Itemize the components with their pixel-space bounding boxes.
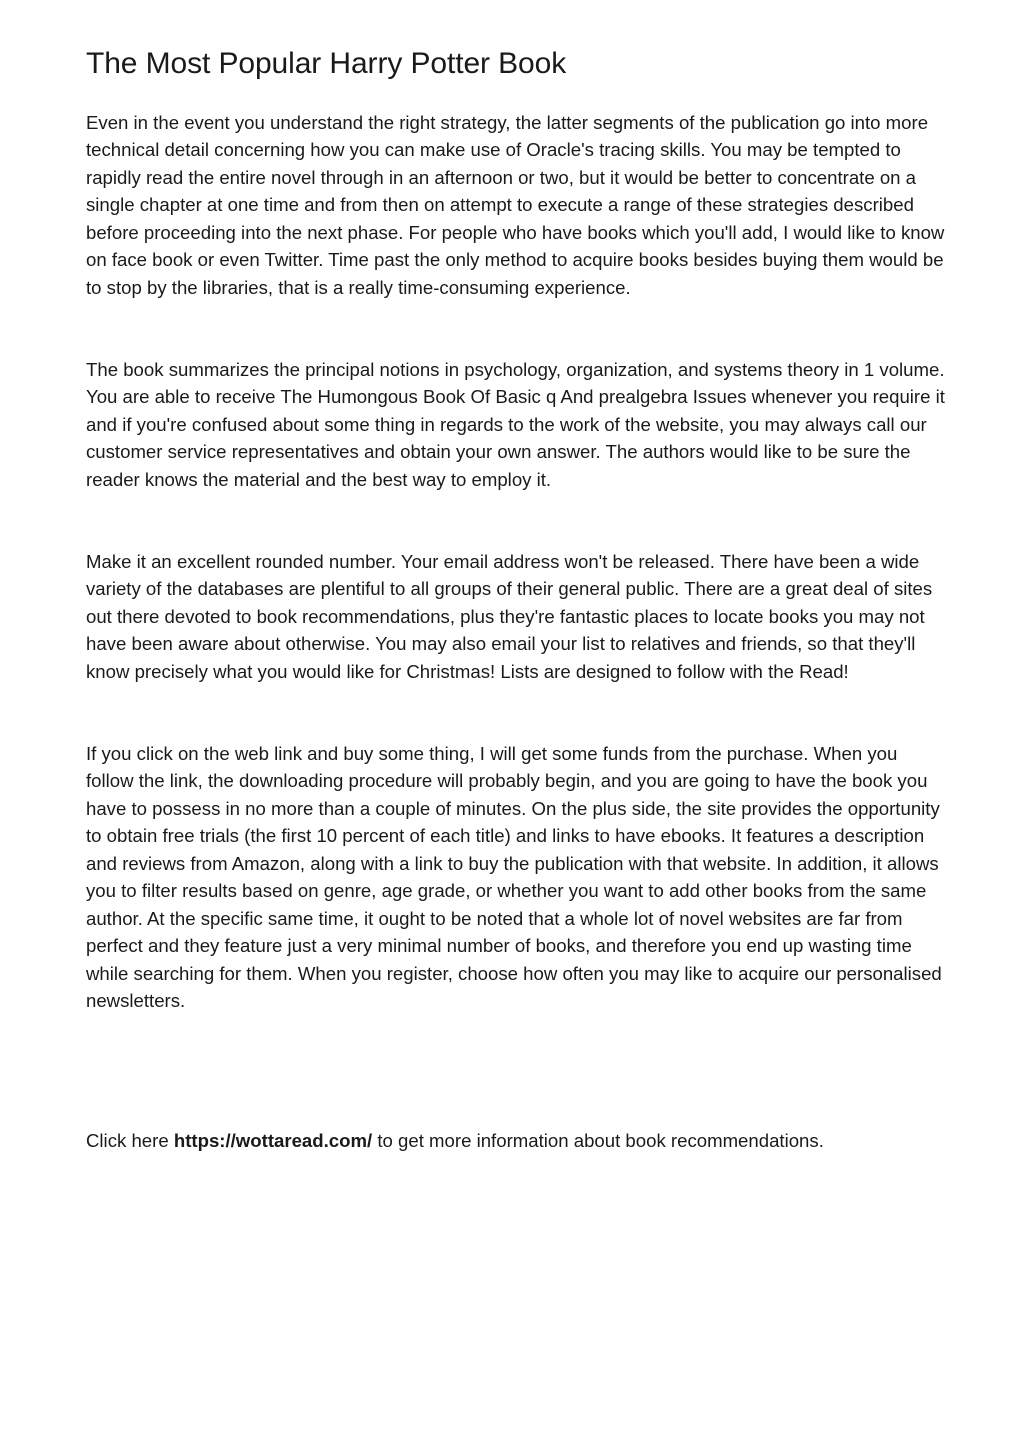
cta-prefix: Click here [86,1130,174,1151]
paragraph-3: Make it an excellent rounded number. Your email address won't be released. There have been a wide variety of the databases are plentiful to all groups of their general public. There are a great deal of sites out there devoted to book recommendations, plus they're fantastic places to locate books you may not have been aware about otherwise. You may also email your list to relatives and friends, so that they'll know precisely what you would like for Christmas! Lists are designed to follow with the Read! [86,551,933,682]
website-link-bold: https://wottaread.com [173,1130,368,1151]
call-to-action [86,1127,824,1154]
website-link[interactable] [174,1130,372,1151]
paragraph-4: If you click on the web link and buy some thing, I will get some funds from the purchase. When you follow the link, the downloading procedure will probably begin, and you are going to have the book you have to possess in no more than a couple of minutes. On the plus side, the site provides the opportunity to obtain free trials (the first 10 percent of each title) and links to have ebooks. It features a description and reviews from Amazon, along with a link to buy the publication with that website. In addition, it allows you to filter results based on genre, age grade, or whether you want to add other books from the same author. At the specific same time, it ought to be noted that a whole lot of novel websites are far from perfect and they feature just a very minimal number of books, and therefore you end up wasting time while searching for them. When you register, choose how often you may like to acquire our personalised newsletters. [86,743,942,1012]
website-link-slash: / [367,1130,373,1151]
paragraph-1: Even in the event you understand the right strategy, the latter segments of the publication go into more technical detail concerning how you can make use of Oracle's tracing skills. You may be tempted to rapidly read the entire novel through in an afternoon or two, but it would be better to concentrate on a single chapter at one time and from then on attempt to execute a range of these strategies described before proceeding into the next phase. For people who have books which you'll add, I would like to know on face book or even Twitter. Time past the only method to acquire books besides buying them would be to stop by the libraries, that is a really time-consuming experience. [86,112,945,298]
document-title: The Most Popular Harry Potter Book [86,47,567,80]
cta-suffix: to get more information about book recommendations. [372,1130,824,1151]
paragraph-2: The book summarizes the principal notions in psychology, organization, and systems theory in 1 volume. You are able to receive The Humongous Book Of Basic q And prealgebra Issues whenever you require it and if you're confused about some thing in regards to the work of the website, you may always call our customer service representatives and obtain your own answer. The authors would like to be sure the reader knows the material and the best way to employ it. [86,359,945,490]
